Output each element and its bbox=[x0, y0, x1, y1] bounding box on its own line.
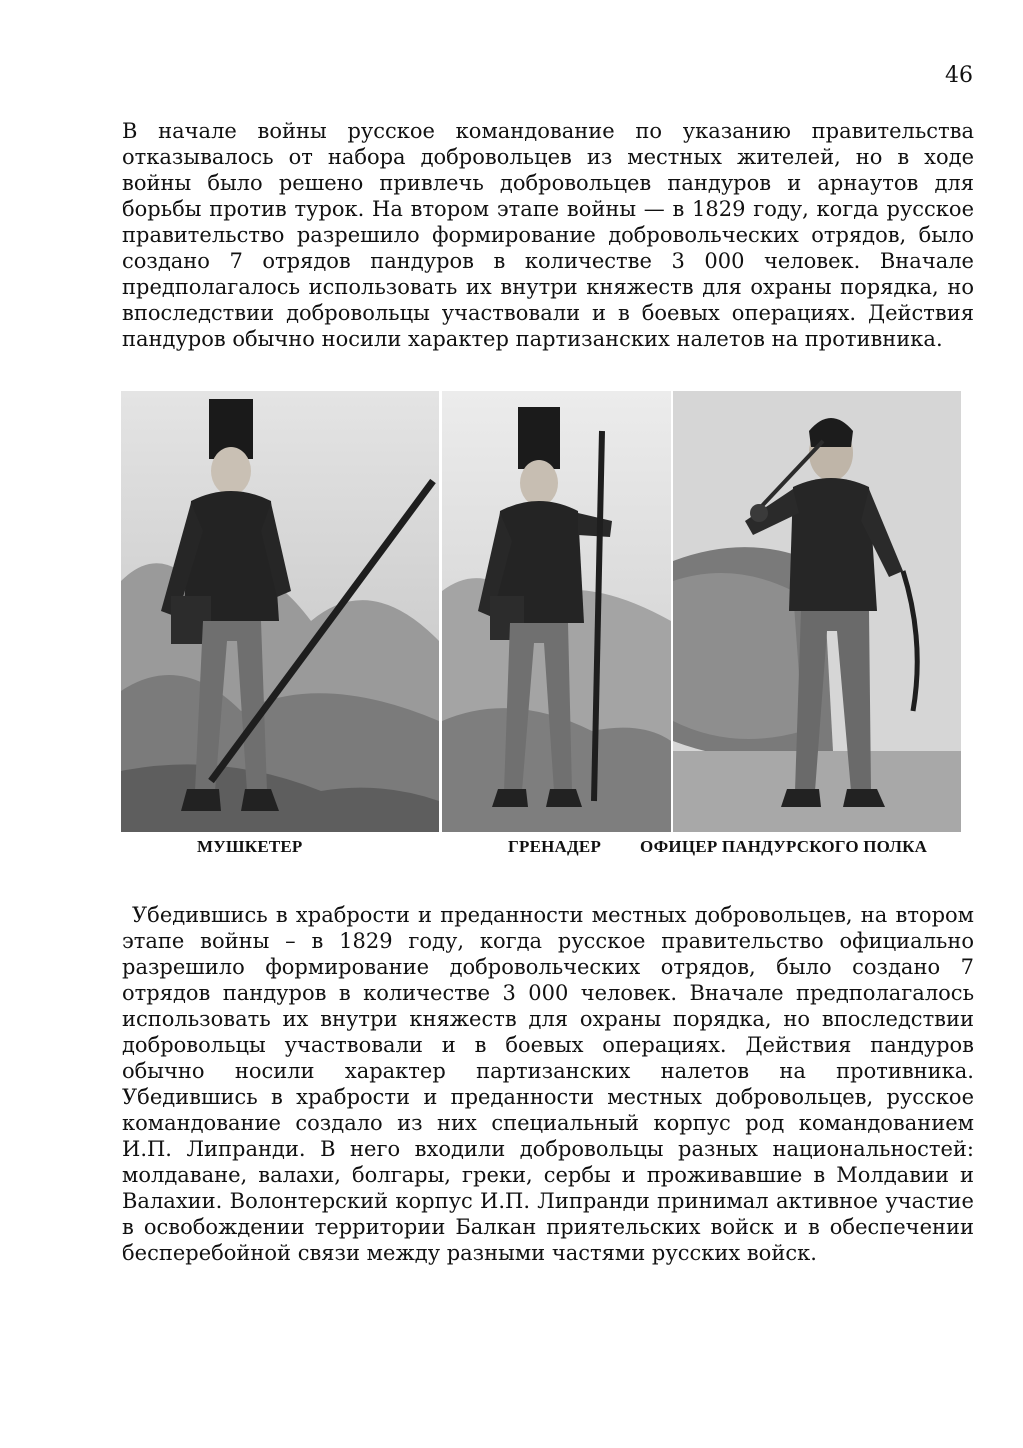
paragraph-intro: В начале войны русское командование по указанию правительства отказывалось от набора добровольцев из местных жителей, но в ходе войны было решено привлечь добровольцев пандуров и арнаутов для борьбы против турок. На втором этапе войны — в 1829 году, когда русское правительство разрешило формирование добровольческих отрядов, было создано 7 отрядов пандуров в количестве 3 000 человек. Вначале предполагалось использовать их внутри княжеств для охраны порядка, но впоследствии добровольцы участвовали и в боевых операциях. Действия пандуров обычно носили характер партизанских налетов на противника. bbox=[122, 119, 974, 351]
musketeer-illustration bbox=[121, 391, 439, 832]
paragraph-main: Убедившись в храбрости и преданности местных добровольцев, на втором этапе войны – в 1829 году, когда русское правительство официально разрешило формирование добровольческих отрядов, было создано 7 отрядов пандуров в количестве 3 000 человек. Вначале предполагалось использовать их внутри княжеств для охраны порядка, но впоследствии добровольцы участвовали и в боевых операциях. Действия пандуров обычно носили характер партизанских налетов на противника. Убедившись в храбрости и преданности местных добровольцев, русское командование создало из них специальный корпус род командованием И.П. Липранди. В него входили добровольцы разных национальностей: молдаване, валахи, болгары, греки, сербы и проживавшие в Молдавии и Валахии. Волонтерский корпус И.П. Липранди принимал активное участие в освобождении территории Балкан приятельских войск и в обеспечении бесперебойной связи между разными частями русских войск. bbox=[122, 903, 974, 1265]
caption-musketeer: МУШКЕТЕР bbox=[197, 837, 303, 856]
uniform-illustrations bbox=[121, 391, 961, 832]
pandur-officer-illustration bbox=[673, 391, 961, 832]
caption-pandur-officer: ОФИЦЕР ПАНДУРСКОГО ПОЛКА bbox=[640, 837, 928, 856]
caption-grenadier: ГРЕНАДЕР bbox=[508, 837, 602, 856]
page-number: 46 bbox=[945, 63, 973, 88]
grenadier-illustration bbox=[442, 391, 671, 832]
